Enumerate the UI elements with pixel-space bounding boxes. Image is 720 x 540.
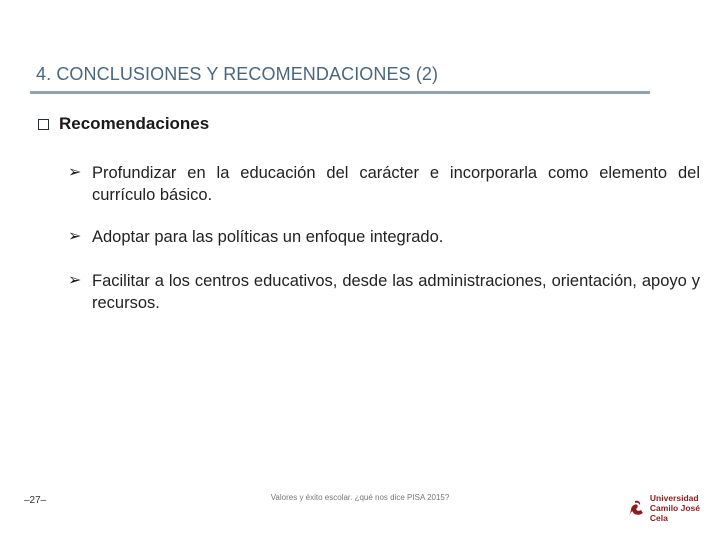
logo-line-2: Camilo José Cela (649, 503, 700, 523)
section-title: Recomendaciones (59, 114, 210, 133)
section-heading (38, 114, 209, 134)
arrow-icon: ➢ (68, 164, 82, 181)
list-item (68, 226, 700, 248)
list-item-text: Facilitar a los centros educativos, desde las administraciones, orientación, apoyo y recursos. (92, 272, 700, 312)
university-logo (626, 493, 720, 523)
footer-caption: Valores y éxito escolar. ¿qué nos dice PISA 2015? (270, 493, 450, 502)
arrow-icon: ➢ (68, 272, 82, 289)
recommendations-list (68, 162, 700, 334)
list-item (68, 162, 700, 206)
list-item-text: Profundizar en la educación del carácter e incorporarla como elemento del currículo básico. (92, 164, 700, 204)
university-logo-icon (626, 498, 646, 518)
list-item (68, 270, 700, 314)
logo-line-1: Universidad (649, 493, 699, 503)
arrow-icon: ➢ (68, 228, 82, 245)
list-item-text: Adoptar para las políticas un enfoque integrado. (92, 228, 444, 246)
title-divider (30, 91, 650, 94)
page-number: –27– (24, 495, 47, 506)
slide-title: 4. CONCLUSIONES Y RECOMENDACIONES (2) (36, 64, 439, 84)
checkbox-icon (38, 119, 49, 130)
